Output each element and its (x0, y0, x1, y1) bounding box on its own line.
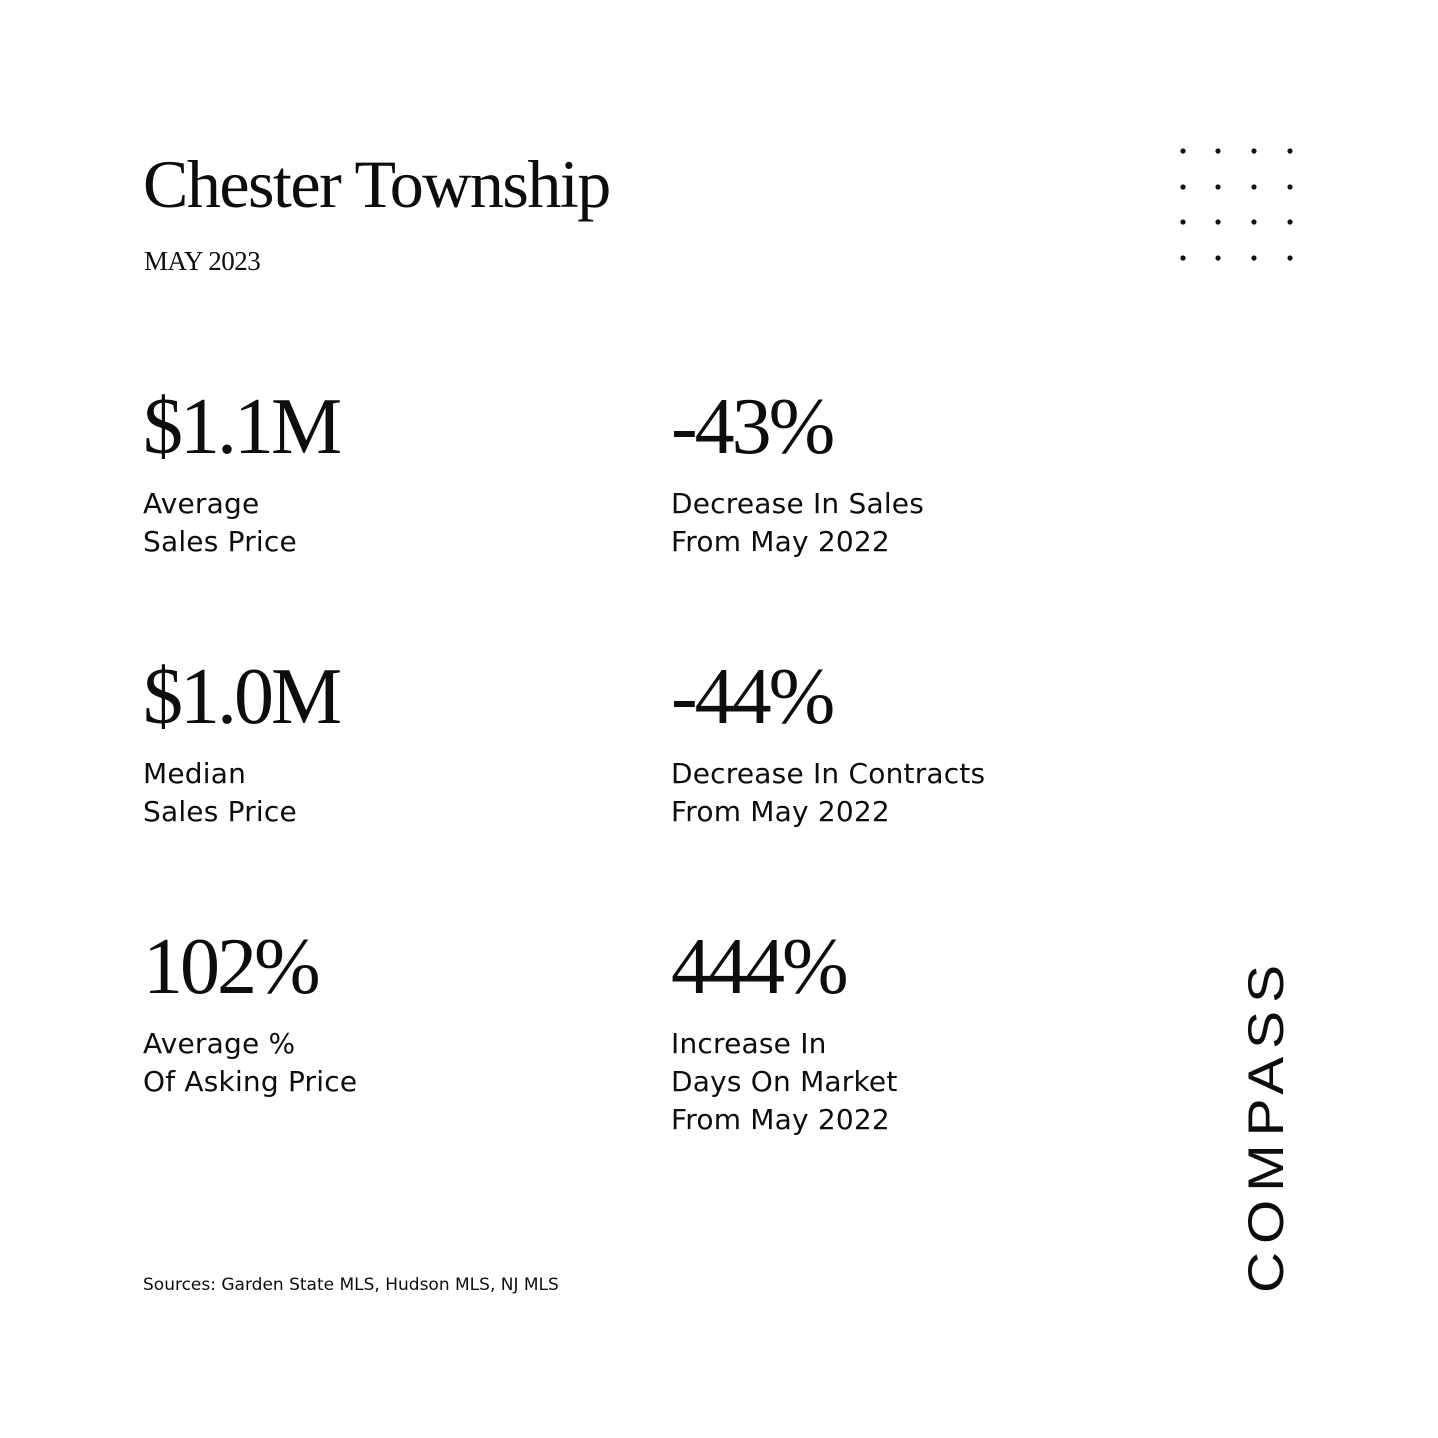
stat-label (143, 1025, 603, 1101)
stat-label-line: Of Asking Price (143, 1065, 358, 1098)
stat-label-line: Average % (143, 1027, 296, 1060)
stat-label-line: Average (143, 487, 260, 520)
stat-label-line: Days On Market (671, 1065, 898, 1098)
stat-value: $1.0M (143, 653, 340, 741)
sources-note: Sources: Garden State MLS, Hudson MLS, NJ MLS (143, 1275, 559, 1295)
stat-label-line: From May 2022 (671, 795, 890, 828)
stat-percent-of-asking (143, 923, 603, 1101)
dot-grid-icon (1170, 140, 1300, 270)
stat-days-on-market-change (671, 923, 1131, 1139)
stat-value: 444% (671, 923, 846, 1011)
stat-label-line: Increase In (671, 1027, 827, 1060)
page-title: Chester Township (143, 146, 610, 222)
stat-label-line: Decrease In Contracts (671, 757, 986, 790)
stat-value: -43% (671, 383, 833, 471)
stat-value: $1.1M (143, 383, 340, 471)
stat-label-line: From May 2022 (671, 525, 890, 558)
stat-contracts-change (671, 653, 1131, 831)
stat-sales-change (671, 383, 1131, 561)
report-date: MAY 2023 (144, 246, 261, 276)
stat-value: 102% (143, 923, 318, 1011)
stat-median-sales-price (143, 653, 603, 831)
stat-label (671, 485, 1131, 561)
stat-label-line: Decrease In Sales (671, 487, 925, 520)
compass-logo-text: COMPASS (1238, 997, 1294, 1293)
stat-average-sales-price (143, 383, 603, 561)
stat-label-line: Median (143, 757, 247, 790)
stat-value: -44% (671, 653, 833, 741)
stat-label (143, 485, 603, 561)
compass-logo (1234, 955, 1294, 1295)
stat-label-line: Sales Price (143, 525, 297, 558)
stat-label-line: From May 2022 (671, 1103, 890, 1136)
stat-label (671, 755, 1131, 831)
stat-label-line: Sales Price (143, 795, 297, 828)
stat-label (671, 1025, 1131, 1139)
stat-label (143, 755, 603, 831)
